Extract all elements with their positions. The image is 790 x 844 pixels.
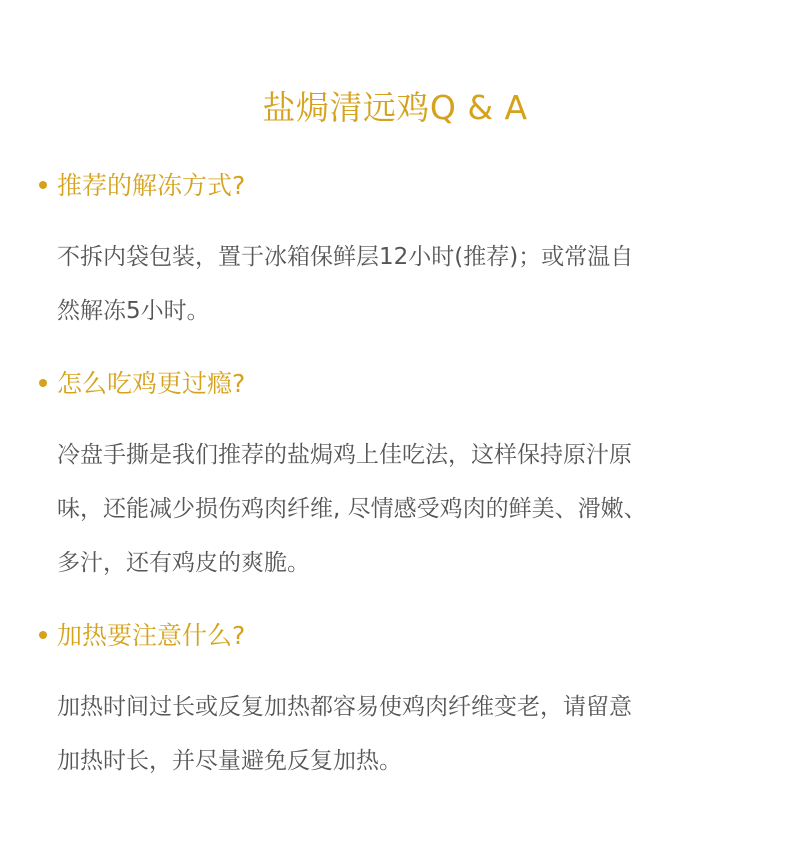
bullet-dot-icon [39, 631, 47, 639]
qa-item-heating [0, 616, 790, 774]
answer-text [57, 428, 757, 590]
answer-line: 然解冻5小时。 [57, 298, 210, 324]
qa-item-thawing [0, 166, 790, 324]
bullet-dot-icon [39, 379, 47, 387]
page-title: 盐焗清远鸡Q & A [262, 88, 528, 128]
qa-item-eating [0, 364, 790, 576]
question-row [0, 364, 790, 404]
answer-line: 不拆内袋包装，置于冰箱保鲜层12小时(推荐)；或常温自 [57, 244, 634, 270]
answer-line: 味，还能减少损伤鸡肉纤维, 尽情感受鸡肉的鲜美、滑嫩、 [57, 496, 647, 522]
question-text: 怎么吃鸡更过瘾? [57, 369, 246, 398]
bullet-dot-icon [39, 181, 47, 189]
answer-line: 多汁，还有鸡皮的爽脆。 [57, 550, 310, 576]
answer-line: 冷盘手撕是我们推荐的盐焗鸡上佳吃法，这样保持原汁原 [57, 442, 632, 468]
answer-text [57, 230, 757, 338]
question-text: 加热要注意什么? [57, 621, 246, 650]
question-text: 推荐的解冻方式? [57, 171, 246, 200]
answer-line: 加热时长，并尽量避免反复加热。 [57, 748, 402, 774]
answer-line: 加热时间过长或反复加热都容易使鸡肉纤维变老，请留意 [57, 694, 632, 720]
question-row [0, 166, 790, 206]
question-row [0, 616, 790, 656]
answer-text [57, 680, 757, 788]
